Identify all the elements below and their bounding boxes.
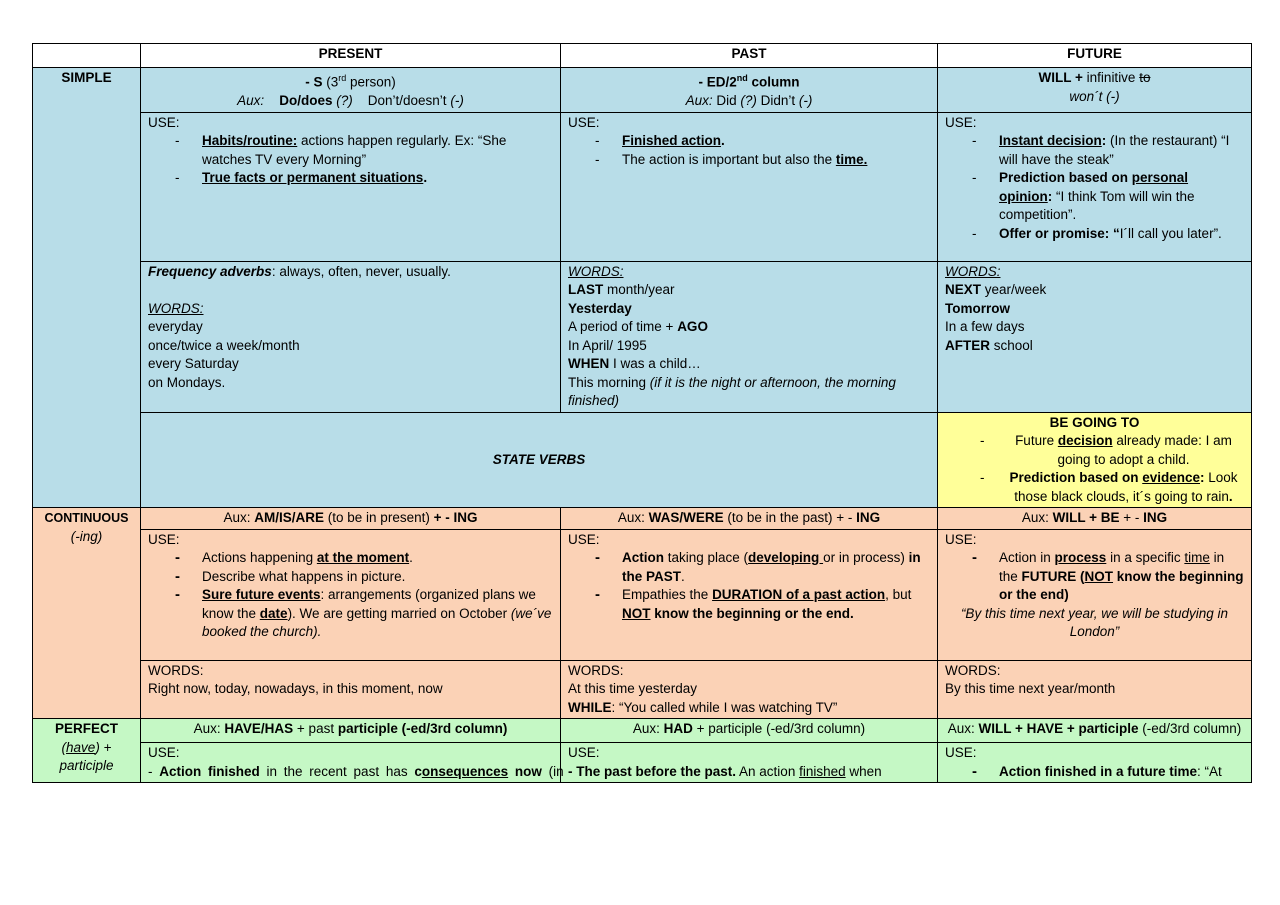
aux-a: Aux: (1021, 510, 1053, 525)
use-title: USE: (945, 745, 977, 760)
continuous-sub: (-ing) (70, 528, 103, 544)
list-item (202, 549, 553, 568)
form-person: person) (346, 74, 396, 90)
word-text: This morning (568, 374, 650, 390)
item-text: ). We are getting married on October (287, 605, 511, 621)
continuous-past-words (561, 660, 938, 719)
list-item (999, 763, 1244, 782)
item-key-u: NOT (1084, 568, 1114, 584)
continuous-words-row (33, 660, 1252, 719)
use-title: USE: (568, 114, 600, 130)
state-verbs: STATE VERBS (141, 412, 938, 508)
perfect-future-use (938, 743, 1252, 783)
use-text (148, 763, 564, 782)
list-item (999, 225, 1244, 244)
simple-future-use (938, 112, 1252, 261)
words-title: WORDS: (568, 662, 624, 678)
perfect-past-use (561, 743, 938, 783)
word-item (568, 281, 930, 300)
words-text: At this time yesterday (568, 681, 698, 696)
t1: An action (736, 763, 800, 779)
simple-past-words (561, 261, 938, 412)
t1: : “At (1197, 763, 1222, 779)
list-item (999, 132, 1244, 169)
aux-b: WAS/WERE (648, 510, 724, 525)
item-text: in a specific (1106, 550, 1185, 565)
use-title: USE: (148, 531, 180, 547)
word-item: every Saturday (148, 356, 239, 371)
words-title: WORDS: (945, 263, 1001, 279)
words-text (568, 699, 930, 718)
words-title: WORDS: (148, 300, 204, 316)
aux-c: + - (1119, 510, 1144, 525)
aux-b: WILL + HAVE + participle (978, 721, 1139, 736)
b1: Action finished (159, 763, 260, 779)
word-item (945, 337, 1244, 356)
simple-label-text: SIMPLE (61, 70, 112, 85)
use-title: USE: (148, 114, 180, 130)
item-key-u: evidence (1142, 470, 1201, 485)
item-key: at the moment (316, 550, 410, 565)
word-item (945, 281, 1244, 300)
perfect-present-use (141, 743, 564, 783)
aux-didnt: Didn’t (760, 93, 796, 108)
example-quote: “By this time next year, we will be studying in London” (960, 605, 1229, 639)
u: onsequences (421, 763, 509, 779)
continuous-present-words (141, 660, 561, 719)
aux-d: ING (1143, 510, 1168, 525)
list-item (202, 132, 553, 169)
simple-present-use (141, 112, 561, 261)
item-key: Habits/routine: (202, 133, 298, 148)
item-key: FUTURE ( (1021, 568, 1085, 584)
aux-dodoes: Do/does (279, 93, 333, 108)
use-title: USE: (945, 531, 977, 547)
continuous-past-use (561, 529, 938, 660)
aux-c: (to be in the past) + - (723, 510, 857, 525)
item-note: (we´ve booked the church). (202, 605, 552, 639)
item-text: . (409, 550, 413, 565)
item-text: Describe what happens in picture. (202, 568, 406, 584)
item-text: Future (1015, 433, 1058, 448)
item-text: or in process) (823, 550, 909, 565)
item-end: . (1228, 488, 1233, 504)
form-to: to (1139, 70, 1151, 85)
item-key-u: personal opinion (999, 170, 1189, 204)
continuous-label-text: CONTINUOUS (44, 511, 129, 525)
simple-form-row (33, 68, 1252, 113)
item-key: time. (835, 151, 868, 167)
aux-q: (?) (740, 93, 757, 108)
use-text (568, 763, 930, 782)
aux-c: (to be in present) (324, 510, 434, 525)
item-text: . (681, 568, 685, 584)
use-title: USE: (568, 745, 600, 760)
perfect-sub2: participle (59, 758, 114, 773)
perfect-future-aux (938, 719, 1252, 743)
word-item: once/twice a week/month (148, 337, 300, 353)
perfect-past-aux (561, 719, 938, 743)
list-item (1007, 432, 1240, 469)
simple-past-use (561, 112, 938, 261)
word-item: Yesterday (568, 300, 632, 316)
t3 (508, 764, 515, 779)
use-title: USE: (945, 114, 977, 130)
header-past: PAST (561, 44, 938, 68)
item-text: (In the restaurant) “I will have the steak” (999, 133, 1230, 167)
simple-extra-row (33, 412, 1252, 508)
continuous-use-row (33, 529, 1252, 660)
continuous-future-words (938, 660, 1252, 719)
freq-adverbs (148, 263, 553, 282)
aux-negm: (-) (450, 93, 464, 108)
item-text: : arrangements (organized plans we know the (202, 587, 536, 621)
item-key-u: developing (748, 550, 824, 565)
item-text: . (423, 170, 428, 185)
item-key-u: NOT (622, 605, 651, 621)
going-to-title: BE GOING TO (1049, 414, 1140, 430)
aux-c: + past (293, 721, 338, 736)
b3: now (514, 763, 542, 779)
simple-future-form (938, 68, 1252, 113)
continuous-future-use (938, 529, 1252, 660)
word-item (568, 318, 930, 337)
t4: (in (541, 763, 564, 779)
form-wont: won´t (-) (1069, 88, 1120, 104)
item-text: in the (999, 550, 1225, 584)
word-text: I was a child… (609, 356, 701, 371)
aux-a: Aux: (617, 510, 649, 525)
simple-words-row (33, 261, 1252, 412)
aux-a: Aux: (223, 510, 255, 525)
item-key: date (259, 605, 288, 621)
perfect-present-aux (141, 719, 561, 743)
item-colon: : (1101, 133, 1107, 148)
word-text: year/week (981, 282, 1047, 297)
continuous-future-aux (938, 508, 1252, 530)
item-key: Instant decision (999, 133, 1102, 148)
word-item: everyday (148, 319, 203, 334)
sub-u: have (66, 739, 96, 755)
item-text: actions happen regularly. Ex: “She watches TV every Morning” (202, 133, 507, 167)
simple-present-words (141, 261, 561, 412)
item-text: Action in (999, 550, 1055, 565)
t1: - (148, 763, 160, 779)
item-text: . (721, 133, 725, 148)
word-text: month/year (603, 282, 675, 297)
aux-label: Aux: (685, 93, 713, 108)
item-key: Prediction based on (999, 170, 1132, 185)
word-item: In April/ 1995 (568, 337, 647, 353)
item-key: Offer or promise: “ (999, 225, 1120, 241)
item-key: know the beginning or the end) (999, 568, 1244, 602)
item-text: Actions happening (202, 550, 317, 565)
aux-b: AM/IS/ARE (254, 510, 325, 525)
word-text: A period of time + (568, 319, 678, 334)
item-key: Finished action (622, 133, 722, 148)
word-key: AGO (677, 319, 708, 334)
item-colon: : (1200, 470, 1205, 485)
form-column: column (747, 74, 800, 90)
word-text: : “You called while I was watching TV” (611, 699, 838, 715)
use-title: USE: (148, 745, 180, 760)
word-note: (if it is the night or afternoon, the morning finished) (568, 374, 896, 408)
list-item (999, 169, 1244, 225)
item-key-u: DURATION of a past action (712, 587, 886, 602)
b1: - The past before the past. (568, 763, 737, 779)
item-text: Look those black clouds, it´s going to rain (1014, 470, 1238, 504)
word-item (568, 374, 930, 411)
form-sup: nd (736, 73, 748, 83)
word-key: NEXT (945, 282, 982, 297)
b1: Action finished in a future time (999, 763, 1198, 779)
form-inf: infinitive (1082, 70, 1140, 85)
aux-d: ING (856, 510, 881, 525)
tenses-table (32, 43, 1252, 783)
aux-a: Aux: (947, 721, 979, 736)
item-key: True facts or permanent situations (202, 170, 424, 185)
freq-key: Frequency adverbs (148, 263, 272, 279)
continuous-aux-row (33, 508, 1252, 530)
word-item: on Mondays. (148, 374, 226, 390)
be-going-to (938, 412, 1252, 508)
continuous-label (33, 508, 141, 719)
form-will: WILL + (1038, 70, 1083, 85)
continuous-past-aux (561, 508, 938, 530)
item-key-u: process (1054, 550, 1107, 565)
aux-d: + - ING (433, 510, 478, 525)
aux-a: Aux: (632, 721, 664, 736)
header-corner (33, 44, 141, 68)
word-item (568, 355, 930, 374)
perfect-use-row (33, 743, 1252, 783)
list-item (622, 151, 930, 170)
header-future: FUTURE (938, 44, 1252, 68)
simple-future-words (938, 261, 1252, 412)
words-text: By this time next year/month (945, 681, 1116, 696)
perfect-label-text: PERFECT (54, 721, 118, 736)
form-s: - S (305, 74, 323, 90)
word-item: In a few days (945, 319, 1025, 334)
list-item (622, 586, 930, 623)
simple-label (33, 68, 141, 508)
item-text: Empathies the (622, 587, 713, 602)
aux-b: WILL + BE (1052, 510, 1120, 525)
item-key: in the PAST (622, 550, 921, 584)
simple-past-form (561, 68, 938, 113)
header-present: PRESENT (141, 44, 561, 68)
item-key: Prediction based on (1009, 470, 1143, 485)
item-key: know the beginning or the end. (650, 605, 854, 621)
word-key: LAST (568, 282, 604, 297)
item-colon: : (1047, 188, 1053, 204)
word-item: Tomorrow (945, 300, 1010, 316)
sub-a: ( (61, 739, 67, 755)
words-title: WORDS: (148, 662, 204, 678)
aux-a: Aux: (193, 721, 225, 736)
item-key: Action (622, 550, 664, 565)
aux-c: (-ed/3rd column) (1138, 721, 1242, 736)
t2: in the recent past has (259, 763, 415, 779)
aux-negm: (-) (798, 93, 813, 108)
item-text: The action is important but also the (622, 151, 836, 167)
word-key: WHILE (568, 699, 612, 715)
list-item (202, 169, 553, 188)
list-item (202, 568, 553, 587)
aux-b: HAVE/HAS (224, 721, 294, 736)
words-title: WORDS: (945, 662, 1001, 678)
b2: c (414, 763, 422, 779)
perfect-aux-row (33, 719, 1252, 743)
header-row (33, 44, 1252, 68)
t2: when (845, 763, 882, 779)
aux-b: HAD (663, 721, 693, 736)
word-text: school (990, 337, 1033, 353)
sub-b: ) + (95, 739, 112, 755)
words-text: Right now, today, nowadays, in this moment, now (148, 681, 443, 696)
perfect-label (33, 719, 141, 783)
aux-did: Did (716, 93, 737, 108)
list-item (622, 132, 930, 151)
aux-label: Aux: (237, 93, 265, 108)
word-key: WHEN (568, 356, 610, 371)
simple-use-row (33, 112, 1252, 261)
aux-q: (?) (336, 93, 353, 108)
use-title: USE: (568, 531, 600, 547)
aux-c: + participle (-ed/3rd column) (692, 721, 866, 736)
item-text: I´ll call you later”. (1119, 225, 1222, 241)
word-key: AFTER (945, 337, 990, 353)
item-text: taking place ( (664, 550, 749, 565)
item-text: “I think Tom will win the competition”. (999, 188, 1195, 222)
continuous-present-use (141, 529, 561, 660)
item-key-u: time (1184, 550, 1210, 565)
list-item (999, 549, 1244, 605)
form-ed: - ED/2 (698, 74, 737, 90)
u: finished (799, 763, 846, 779)
list-item (1007, 469, 1240, 506)
list-item (622, 549, 930, 586)
continuous-present-aux (141, 508, 561, 530)
item-key: decision (1057, 433, 1113, 448)
aux-neg: Don’t/doesn’t (367, 93, 447, 108)
item-text: already made: I am going to adopt a child. (1057, 433, 1232, 467)
form-sup: rd (338, 73, 347, 83)
item-key: Sure future events (202, 587, 321, 602)
form-3: (3 (322, 74, 339, 90)
freq-text: : always, often, never, usually. (271, 263, 451, 279)
words-title: WORDS: (568, 263, 624, 279)
item-text: , but (885, 587, 912, 602)
list-item (202, 586, 553, 642)
aux-d: participle (-ed/3rd column) (337, 721, 508, 736)
simple-present-form (141, 68, 561, 113)
